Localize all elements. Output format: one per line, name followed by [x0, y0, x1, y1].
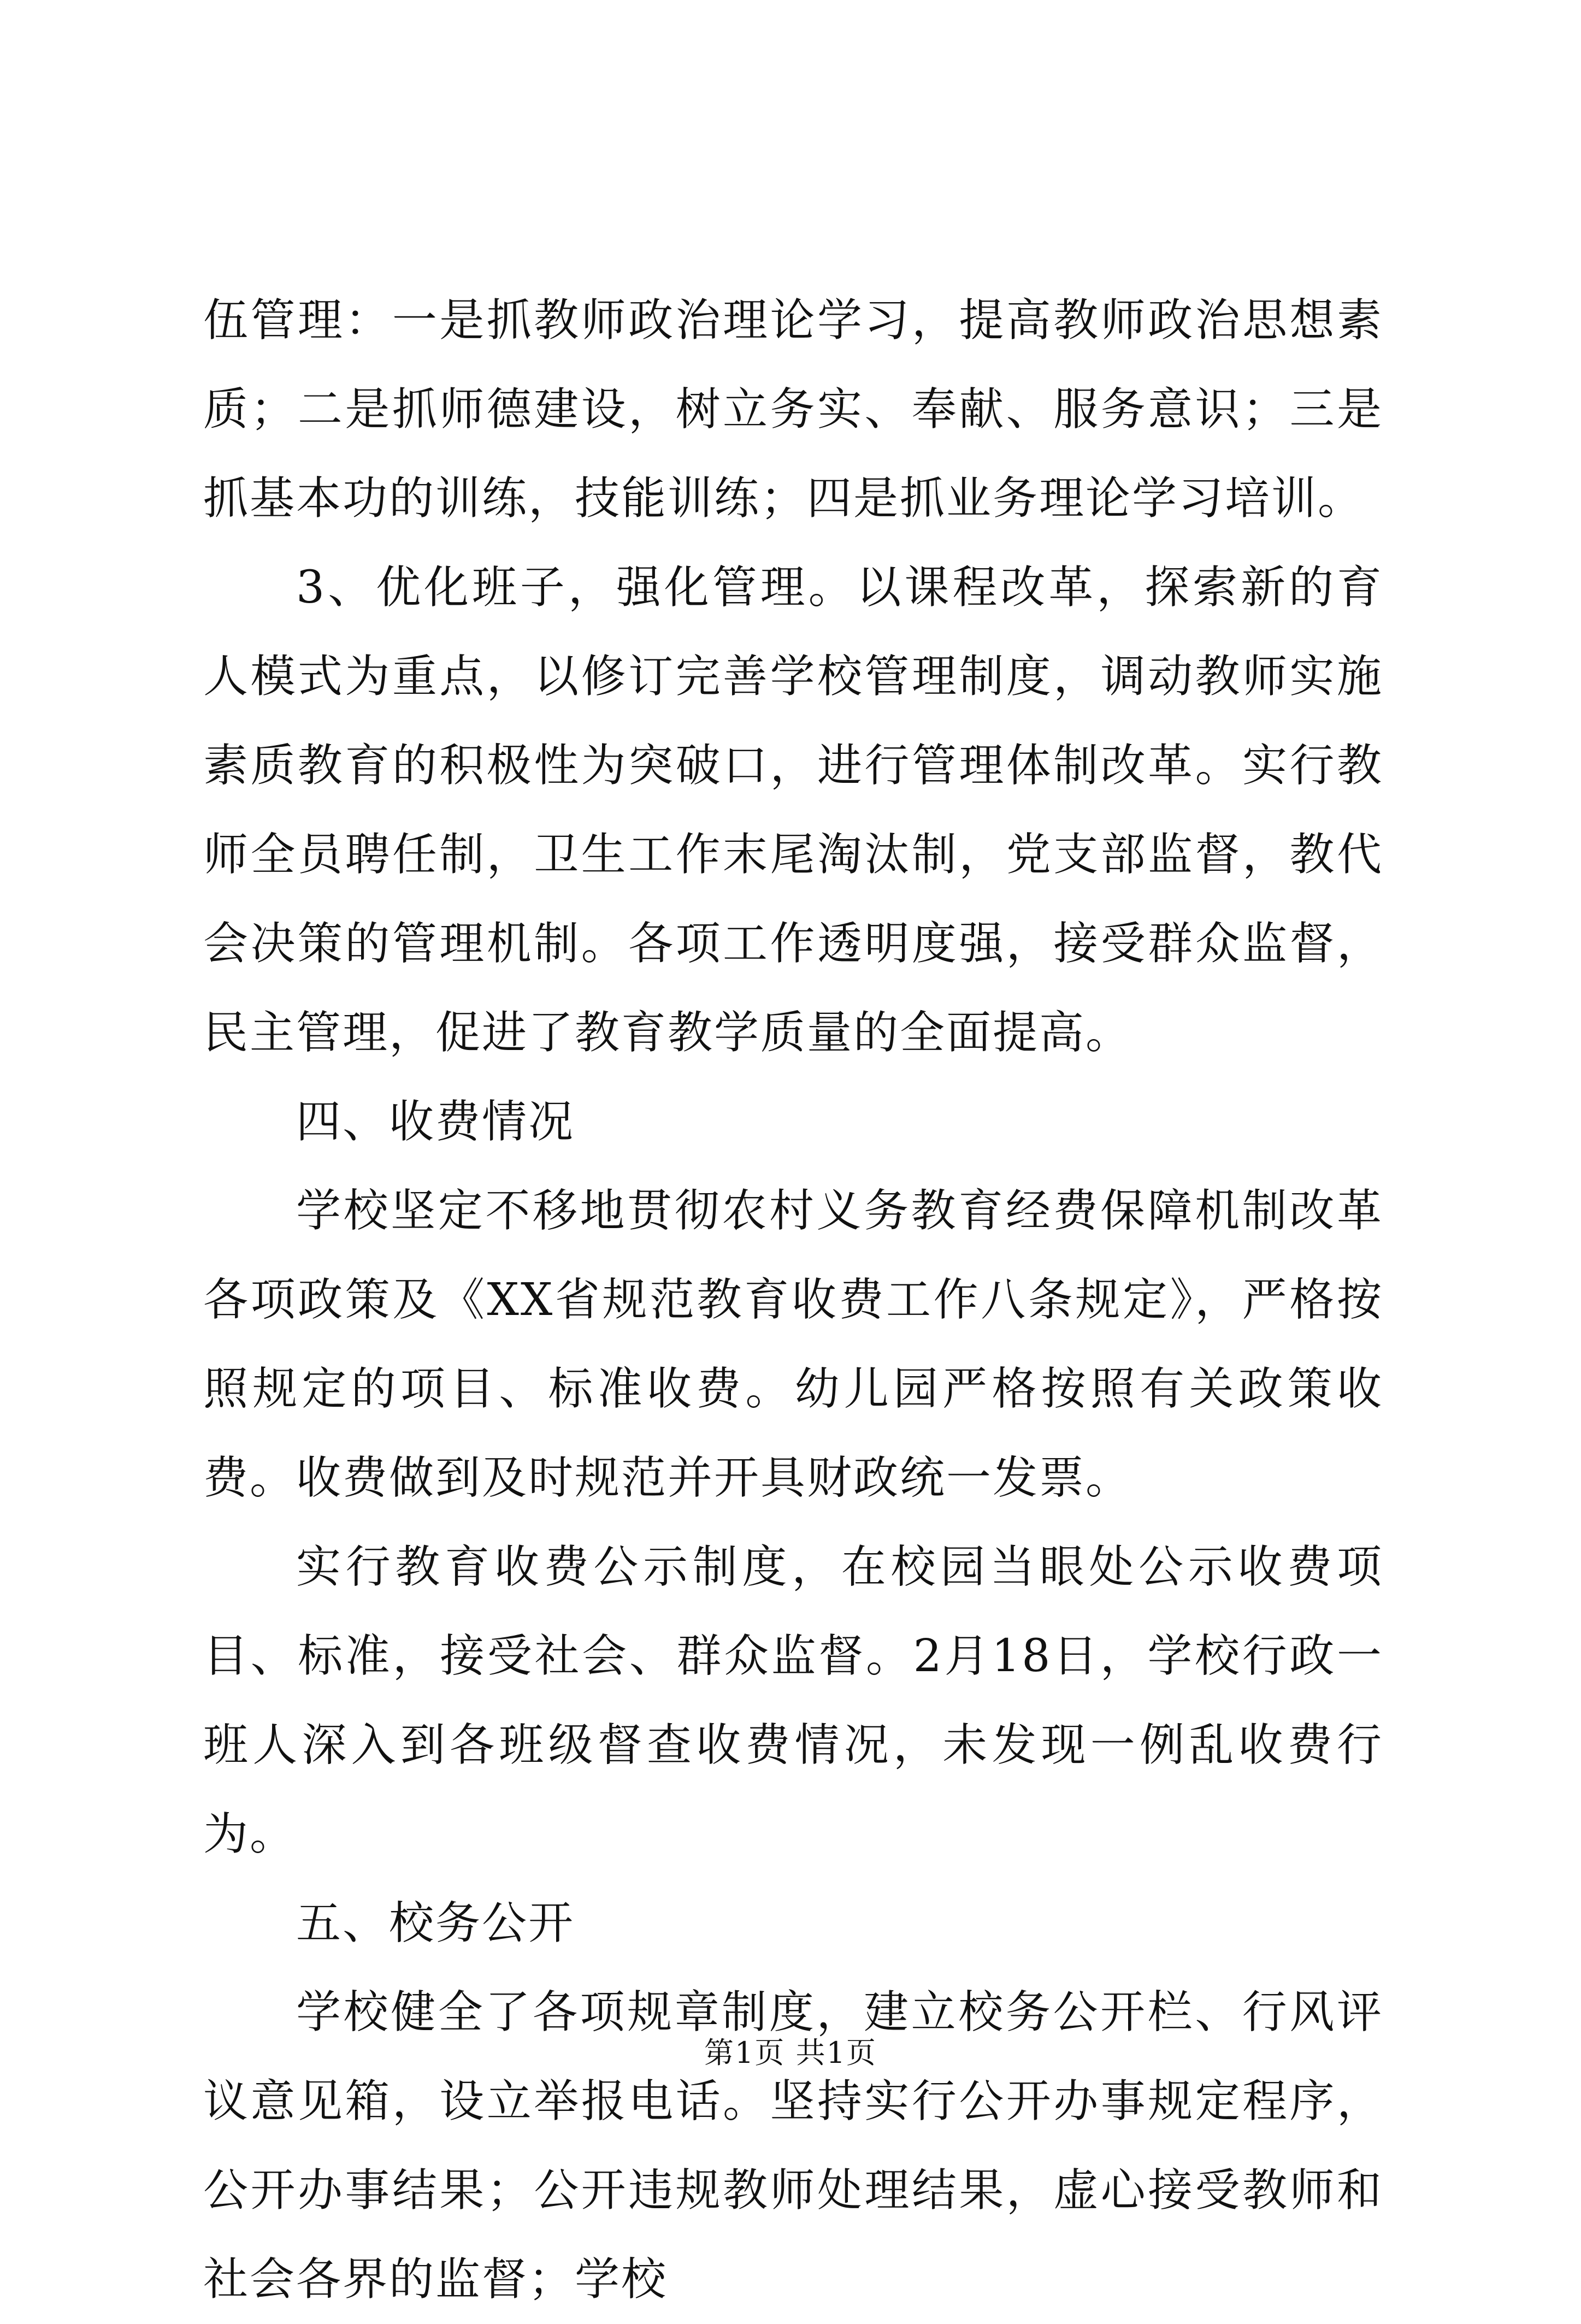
paragraph-3: 学校坚定不移地贯彻农村义务教育经费保障机制改革各项政策及《XX省规范教育收费工作八条规定》，严格按照规定的项目、标准收费。幼儿园严格按照有关政策收费。收费做到及时规范并开具财政统一发票。	[203, 1185, 1383, 1504]
page-number: 第1页 共1页	[704, 2036, 877, 2070]
section-heading-fees: 四、收费情况	[296, 1096, 575, 1148]
section-heading-affairs: 五、校务公开	[296, 1897, 575, 1949]
paragraph-4: 实行教育收费公示制度，在校园当眼处公示收费项目、标准，接受社会、群众监督。2月18日，学校行政一班人深入到各班级督查收费情况，未发现一例乱收费行为。	[203, 1541, 1383, 1860]
paragraph-2: 3、优化班子，强化管理。以课程改革，探索新的育人模式为重点，以修订完善学校管理制度，调动教师实施素质教育的积极性为突破口，进行管理体制改革。实行教师全员聘任制，卫生工作末尾淘汰制，党支部监督，教代会决策的管理机制。各项工作透明度强，接受群众监督，民主管理，促进了教育教学质量的全面提高。	[203, 562, 1383, 1059]
paragraph-1: 伍管理：一是抓教师政治理论学习，提高教师政治思想素质；二是抓师德建设，树立务实、奉献、服务意识；三是抓基本功的训练，技能训练；四是抓业务理论学习培训。	[203, 294, 1383, 524]
page-footer	[0, 2031, 1581, 2075]
document-body	[203, 276, 1383, 2324]
paragraph-5: 学校健全了各项规章制度，建立校务公开栏、行风评议意见箱，设立举报电话。坚持实行公开办事规定程序，公开办事结果；公开违规教师处理结果，虚心接受教师和社会各界的监督；学校	[203, 1986, 1383, 2305]
